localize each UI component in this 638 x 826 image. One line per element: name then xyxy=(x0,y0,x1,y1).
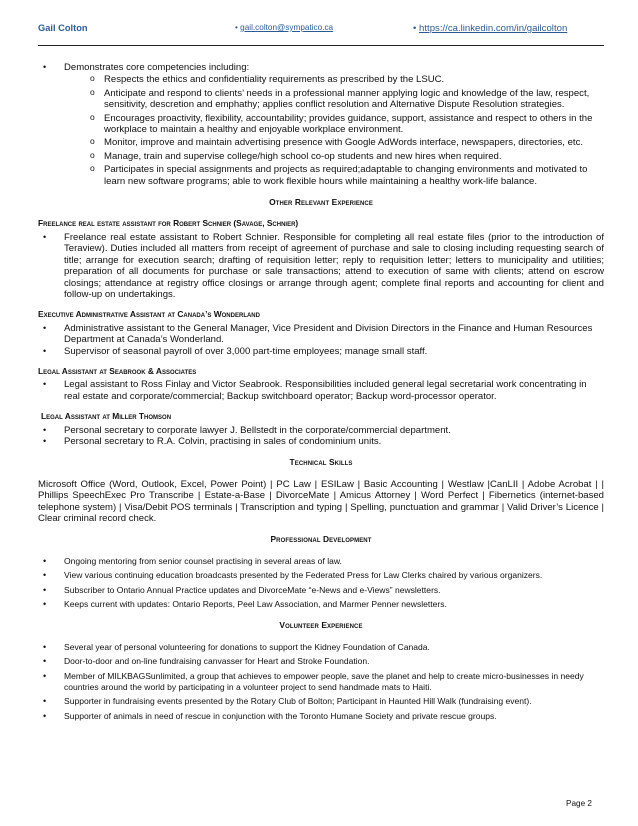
section-title-volunteer-experience: Volunteer Experience xyxy=(279,620,363,631)
volunteer-experience-list xyxy=(38,642,604,722)
list-item: • Keeps current with updates: Ontario Reports, Peel Law Association, and Marmer Penner newsletters. xyxy=(38,599,604,610)
list-item: o Anticipate and respond to clients’ needs in a professional manner applying logic and knowledge of the law, respect, sensitivity, descretion and emphathy; applies conflict resolution and Alternative Dispute Resolution strategies. xyxy=(64,88,604,111)
job-title-freelance: Freelance real estate assistant for Robert Schnier (Savage, Schnier) xyxy=(38,218,299,229)
intro-bullet-text: Demonstrates core competencies including: xyxy=(64,62,250,73)
list-item: • Several year of personal volunteering for donations to support the Kidney Foundation of Canada. xyxy=(38,642,604,653)
list-item: o Respects the ethics and confidentiality requirements as prescribed by the LSUC. xyxy=(64,74,604,85)
technical-skills-text: Microsoft Office (Word, Outlook, Excel, Power Point) | PC Law | ESILaw | Basic Accounting | Westlaw |CanLII | Adobe Acrobat | | Phillips SpeechExec Pro Transcribe | Estate-a-Base | DivorceMate | Amicus Attorney | Word Perfect | Fibernetics (internet-based telephone system) | Visa/Debit POS terminals | Transcription and typing | Spelling, punctuation and grammar | Valid Driver’s Licence | Clear criminal record check. xyxy=(38,478,604,524)
header-name: Gail Colton xyxy=(38,23,88,33)
list-item: • Administrative assistant to the General Manager, Vice President and Division Directors in the Finance and Human Resources Department at Canada’s Wonderland. xyxy=(38,323,604,346)
list-item: • View various continuing education broadcasts presented by the Federated Press for Law Clerks chaired by various organizers. xyxy=(38,570,604,581)
job-list-wonderland xyxy=(38,323,604,357)
list-item: o Manage, train and supervise college/high school co-op students and new hires when required. xyxy=(64,151,604,162)
intro-list xyxy=(38,62,604,187)
job-list-seabrook xyxy=(38,379,604,402)
page-number xyxy=(566,799,592,808)
list-item: • Supporter in fundraising events presented by the Rotary Club of Bolton; Participant in Haunted Hill Walk (fundraising event). xyxy=(38,696,604,707)
header-divider xyxy=(38,45,604,46)
list-item: o Encourages proactivity, flexibility, accountability; provides guidance, support, assistance and respect to others in the workplace to maintain a healthy and enjoyable workplace environment. xyxy=(64,113,604,136)
list-item: • Freelance real estate assistant to Robert Schnier. Responsible for completing all real estate files (prior to the introduction of Teraview). Duties included all matters from receipt of agreement of purchase and sale to closing including requesting search of title; arrange for execution search; drafting of requisition letter; reply to requisition letter; letters to municipality and utilities; preparation of all documents for purchase or sale transactions; attend to execution of same with clients; attend on escrow closings; attendance at registry office closings or arrange through agent; complete final reports and accounting for client and follow-up on undertakings. xyxy=(38,232,604,300)
email-link[interactable]: gail.colton@sympatico.ca xyxy=(240,23,334,32)
resume-content xyxy=(38,62,604,722)
list-item: • Ongoing mentoring from senior counsel practising in several areas of law. xyxy=(38,556,604,567)
list-item: • Personal secretary to R.A. Colvin, practising in sales of condominium units. xyxy=(38,436,604,447)
competency-list xyxy=(64,74,604,187)
list-item: • Legal assistant to Ross Finlay and Victor Seabrook. Responsibilities included general legal secretarial work concentrating in real estate and corporate/commercial; Backup switchboard operator; Backup word-processor operator. xyxy=(38,379,604,402)
job-list-miller-thomson xyxy=(38,425,604,448)
job-title-miller-thomson: Legal Assistant at Miller Thomson xyxy=(41,411,172,422)
section-title-other-experience: Other Relevant Experience xyxy=(269,197,373,208)
job-title-wonderland: Executive Administrative Assistant at Canada’s Wonderland xyxy=(38,309,260,320)
header-email xyxy=(235,23,333,32)
list-item: • Door-to-door and on-line fundraising canvasser for Heart and Stroke Foundation. xyxy=(38,656,604,667)
section-title-technical-skills: Technical Skills xyxy=(289,457,353,468)
header-linkedin xyxy=(413,23,567,34)
job-title-seabrook: Legal Assistant at Seabrook & Associates xyxy=(38,365,197,376)
email-bullet: • xyxy=(235,23,241,32)
section-title-professional-development: Professional Development xyxy=(270,534,372,545)
list-item: o Participates in special assignments and projects as required;adaptable to changing environments and motivated to learn new software programs; able to work flexible hours while maintaining a healthy work-life balance. xyxy=(64,164,604,187)
list-item: • Supporter of animals in need of rescue in conjunction with the Toronto Humane Society and private rescue groups. xyxy=(38,711,604,722)
page-label: Page xyxy=(566,799,586,808)
list-item: • Member of MILKBAGSunlimited, a group that achieves to empower people, save the planet and help to create micro-businesses in needy countries around the world by participating in a volunteer project to send handmade mats to Haiti. xyxy=(38,671,604,694)
list-item: • Subscriber to Ontario Annual Practice updates and DivorceMate “e-News and e-Views” newsletters. xyxy=(38,585,604,596)
list-item: o Monitor, improve and maintain advertising presence with Google AdWords interface, newspapers, directories, etc. xyxy=(64,137,604,148)
list-item: • Personal secretary to corporate lawyer J. Bellstedt in the corporate/commercial department. xyxy=(38,425,604,436)
page-number-value: 2 xyxy=(587,799,592,808)
page-header xyxy=(38,23,604,37)
linkedin-bullet: • xyxy=(413,23,420,34)
list-item: • Supervisor of seasonal payroll of over 3,000 part-time employees; manage small staff. xyxy=(38,346,604,357)
linkedin-link[interactable]: https://ca.linkedin.com/in/gailcolton xyxy=(419,23,568,34)
professional-development-list xyxy=(38,556,604,611)
job-list-freelance xyxy=(38,232,604,300)
list-item xyxy=(38,62,604,187)
